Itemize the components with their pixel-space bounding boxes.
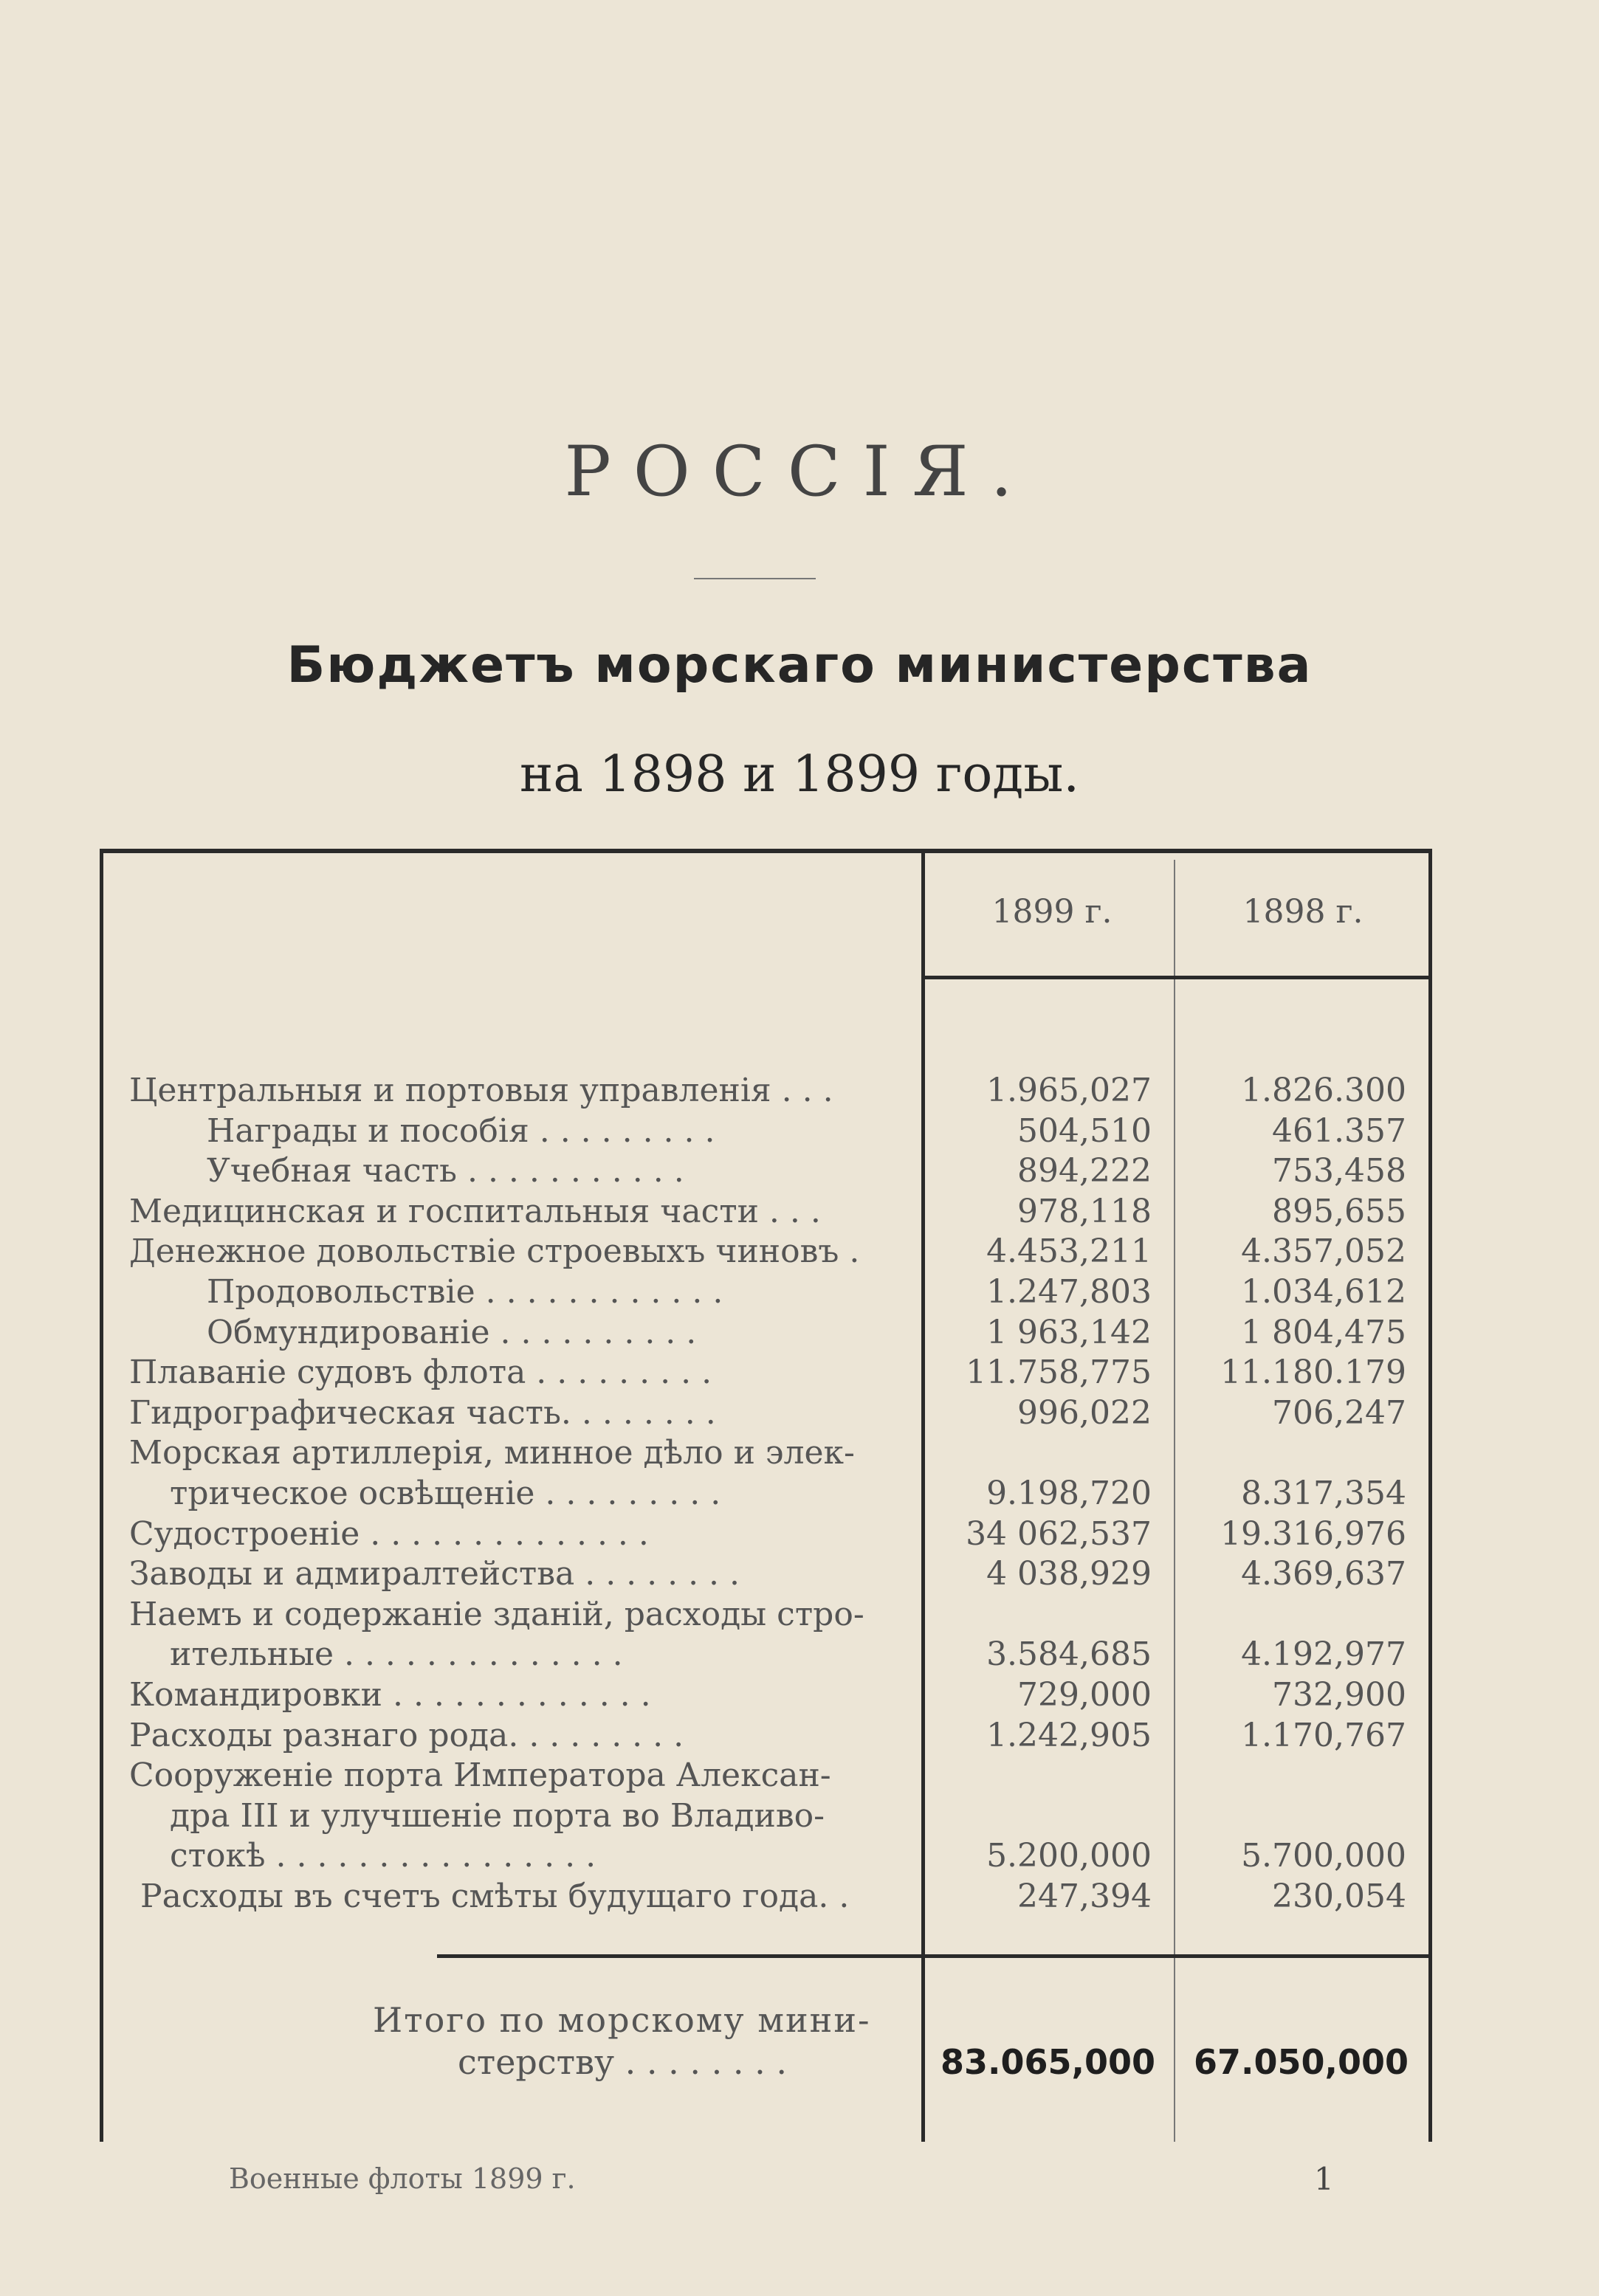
table-row (0, 1596, 1599, 1635)
row-label: Награды и пособія . . . . . . . . . (207, 1111, 715, 1150)
row-label: Учебная часть . . . . . . . . . . . (207, 1152, 684, 1190)
table-row (0, 1112, 1599, 1152)
row-label: Расходы въ счетъ смѣты будущаго года. . (140, 1878, 850, 1915)
table-row (0, 1394, 1599, 1434)
row-value-1898: 4.192,977 (1241, 1635, 1406, 1674)
row-value-1898: 5.700,000 (1241, 1837, 1406, 1875)
row-value-1899: 996,022 (1017, 1393, 1152, 1432)
row-value-1898: 753,458 (1272, 1152, 1406, 1190)
subtitle-line-2: на 1898 и 1899 годы. (520, 745, 1079, 804)
row-value-1899: 894,222 (1017, 1152, 1152, 1190)
row-value-1898: 1 804,475 (1241, 1313, 1406, 1351)
table-row (0, 1515, 1599, 1555)
row-value-1898: 1.170,767 (1241, 1716, 1406, 1754)
row-value-1898: 706,247 (1272, 1393, 1406, 1432)
table-total-rule (437, 1954, 1432, 1958)
table-row (0, 1314, 1599, 1354)
row-value-1899: 1.965,027 (986, 1072, 1152, 1109)
table-row (0, 1555, 1599, 1595)
row-label: Продовольствіе . . . . . . . . . . . . (207, 1273, 723, 1311)
total-1898: 67.050,000 (1193, 2042, 1409, 2082)
row-label: Обмундированіе . . . . . . . . . . (207, 1313, 697, 1351)
column-header-1898: 1898 г. (1242, 893, 1364, 931)
row-value-1899: 3.584,685 (986, 1635, 1152, 1674)
table-row (0, 1152, 1599, 1192)
table-header-underline (921, 976, 1432, 979)
row-label: Гидрографическая часть. . . . . . . . (129, 1393, 716, 1432)
row-label: трическое освѣщеніе . . . . . . . . . (170, 1475, 721, 1512)
table-row (0, 1434, 1599, 1474)
row-label: Наемъ и содержаніе зданій, расходы стро- (129, 1595, 864, 1633)
row-value-1898: 1.034,612 (1241, 1273, 1406, 1311)
page-title: РОССІЯ. (564, 432, 1035, 512)
table-row (0, 1878, 1599, 1917)
row-label: стокѣ . . . . . . . . . . . . . . . . (170, 1837, 596, 1875)
row-value-1899: 4.453,211 (986, 1233, 1152, 1271)
row-label: Денежное довольствіе строевыхъ чиновъ . (129, 1233, 860, 1271)
row-label: Медицинская и госпитальныя части . . . (129, 1192, 821, 1230)
row-value-1899: 504,510 (1017, 1111, 1152, 1150)
row-label: Сооруженіе порта Императора Алексан- (129, 1757, 831, 1795)
subtitle-line-1: Бюджетъ морскаго министерства (286, 636, 1313, 694)
row-label: Центральныя и портовыя управленія . . . (129, 1072, 833, 1109)
table-row (0, 1072, 1599, 1111)
row-label: ительные . . . . . . . . . . . . . . (170, 1635, 623, 1674)
total-label-line-2: стерству . . . . . . . . (458, 2042, 788, 2082)
row-label: дра III и улучшеніе порта во Владиво- (170, 1796, 825, 1835)
row-value-1898: 19.316,976 (1220, 1514, 1406, 1553)
table-row (0, 1717, 1599, 1757)
page-number: 1 (1314, 2161, 1334, 2197)
total-label-line-1: Итого по морскому мини- (373, 2000, 871, 2040)
row-label: Морская артиллерія, минное дѣло и элек- (129, 1434, 855, 1472)
row-label: Судостроеніе . . . . . . . . . . . . . . (129, 1514, 649, 1553)
row-value-1898: 11.180.179 (1220, 1354, 1406, 1392)
row-value-1899: 11.758,775 (966, 1354, 1152, 1392)
row-label: Заводы и адмиралтейства . . . . . . . . (129, 1555, 740, 1593)
row-value-1898: 4.369,637 (1241, 1555, 1406, 1593)
row-value-1898: 895,655 (1272, 1192, 1406, 1230)
column-header-1899: 1899 г. (991, 893, 1113, 931)
row-value-1899: 34 062,537 (966, 1514, 1152, 1553)
table-row (0, 1837, 1599, 1877)
table-row (0, 1475, 1599, 1514)
row-value-1898: 732,900 (1272, 1676, 1406, 1714)
table-row (0, 1273, 1599, 1313)
table-row (0, 1797, 1599, 1837)
row-value-1899: 978,118 (1017, 1192, 1152, 1230)
row-value-1899: 1.242,905 (986, 1716, 1152, 1754)
table-row (0, 1635, 1599, 1675)
table-top-border (100, 849, 1432, 853)
row-value-1898: 1.826.300 (1241, 1072, 1406, 1109)
row-value-1898: 4.357,052 (1241, 1233, 1406, 1271)
row-label: Расходы разнаго рода. . . . . . . . . (129, 1716, 684, 1754)
row-value-1898: 8.317,354 (1241, 1475, 1406, 1512)
row-label: Плаваніе судовъ флота . . . . . . . . . (129, 1354, 712, 1392)
row-value-1899: 4 038,929 (986, 1555, 1152, 1593)
title-divider (694, 578, 816, 579)
table-row (0, 1233, 1599, 1272)
row-value-1899: 729,000 (1017, 1676, 1152, 1714)
row-value-1899: 1 963,142 (986, 1313, 1152, 1351)
row-value-1899: 1.247,803 (986, 1273, 1152, 1311)
table-row (0, 1676, 1599, 1716)
row-value-1899: 5.200,000 (986, 1837, 1152, 1875)
row-value-1898: 230,054 (1272, 1878, 1406, 1915)
table-row (0, 1757, 1599, 1796)
row-value-1899: 9.198,720 (986, 1475, 1152, 1512)
row-value-1898: 461.357 (1272, 1111, 1406, 1150)
row-label: Командировки . . . . . . . . . . . . . (129, 1676, 651, 1714)
table-row (0, 1193, 1599, 1233)
row-value-1899: 247,394 (1017, 1878, 1152, 1915)
table-row (0, 1354, 1599, 1393)
total-1899: 83.065,000 (940, 2042, 1155, 2082)
footer-caption: Военные флоты 1899 г. (229, 2162, 576, 2195)
